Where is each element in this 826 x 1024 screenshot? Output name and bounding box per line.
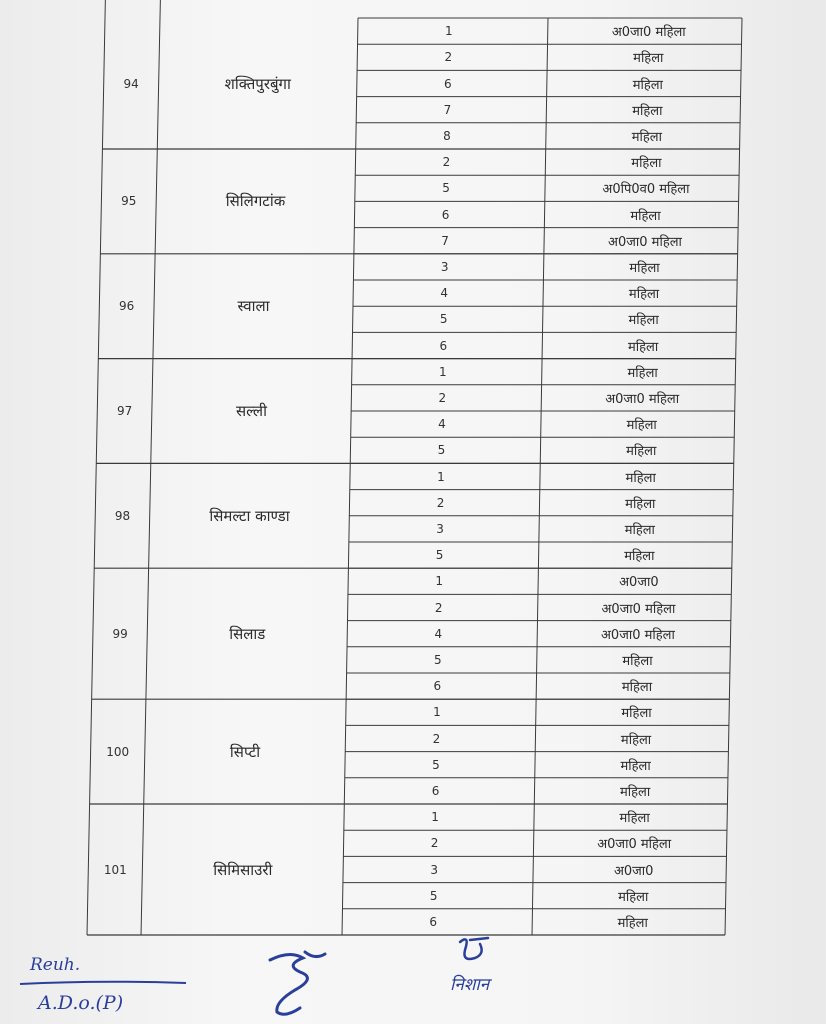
reservation-category: अ0जा0 महिला <box>597 837 672 853</box>
ward-number: 6 <box>433 679 442 694</box>
ward-number: 2 <box>432 731 441 746</box>
reservation-category: महिला <box>628 313 659 329</box>
reservation-category: महिला <box>622 653 653 669</box>
reservation-category: महिला <box>619 784 651 800</box>
column-line <box>141 0 160 935</box>
reservation-category: महिला <box>626 418 657 434</box>
signature-left-line1: Reuh. <box>30 955 81 975</box>
reservation-category: महिला <box>624 522 655 538</box>
village-number: 100 <box>106 744 130 759</box>
ward-number: 1 <box>439 364 447 379</box>
reservation-category: महिला <box>624 549 655 565</box>
ward-number: 5 <box>442 181 450 196</box>
ward-number: 1 <box>444 24 453 39</box>
village-number: 98 <box>114 508 131 523</box>
reservation-category: महिला <box>629 260 660 276</box>
ward-number: 5 <box>433 652 442 667</box>
reservation-category: महिला <box>632 77 663 93</box>
village-name: सिमल्टा काण्डा <box>209 506 290 525</box>
ward-number: 6 <box>431 783 440 798</box>
reservation-category: महिला <box>625 496 656 512</box>
reservation-category: महिला <box>627 339 659 355</box>
village-name: सिमिसाउरी <box>213 860 273 879</box>
reservation-category: अ0जा0 महिला <box>600 627 675 643</box>
village-name: सिलाड <box>229 624 266 643</box>
ward-number: 2 <box>444 50 453 65</box>
ward-number: 5 <box>435 548 444 563</box>
reservation-category: अ0पि0व0 महिला <box>602 182 690 198</box>
ward-number: 6 <box>429 914 438 929</box>
reservation-category: महिला <box>620 758 651 774</box>
reservation-category: महिला <box>620 732 652 748</box>
ward-number: 5 <box>432 757 440 772</box>
ward-number: 2 <box>436 495 445 510</box>
reservation-category: महिला <box>619 811 650 827</box>
ward-number: 1 <box>433 705 441 720</box>
village-number: 96 <box>119 299 135 314</box>
ward-number: 4 <box>440 286 449 301</box>
reservation-category: अ0जा0 <box>619 575 659 591</box>
ward-number: 6 <box>444 76 452 91</box>
reservation-category: महिला <box>631 156 662 172</box>
column-line <box>725 18 742 935</box>
village-name: सिलिगटांक <box>225 192 286 211</box>
ward-number: 2 <box>442 155 451 170</box>
ward-number: 2 <box>438 390 447 405</box>
ward-number: 3 <box>440 259 449 274</box>
reservation-category: महिला <box>627 365 658 381</box>
reservation-category: महिला <box>625 470 656 486</box>
signature-scribble-1 <box>255 940 335 1020</box>
ward-number: 7 <box>443 102 452 117</box>
village-number: 97 <box>116 404 133 418</box>
ward-number: 2 <box>434 600 443 615</box>
signature-scribble-2 <box>450 932 520 972</box>
reservation-category: महिला <box>630 208 661 224</box>
ward-number: 7 <box>441 233 449 248</box>
reservation-category: अ0जा0 महिला <box>605 391 680 407</box>
ward-number: 2 <box>430 836 439 851</box>
village-name: सिप्टी <box>229 742 261 761</box>
village-name: स्वाला <box>237 297 270 316</box>
ward-number: 1 <box>431 810 439 825</box>
village-number: 95 <box>121 194 137 209</box>
ward-number: 5 <box>437 443 446 458</box>
ward-number: 1 <box>435 574 443 589</box>
column-line <box>342 18 358 935</box>
village-number: 94 <box>123 76 139 91</box>
ward-number: 4 <box>438 417 446 432</box>
signature-left-line2: A.D.o.(P) <box>38 992 124 1014</box>
reservation-category: महिला <box>633 51 664 67</box>
signature-caption-right: निशान <box>450 975 490 995</box>
reservation-category: महिला <box>632 103 663 119</box>
reservation-category: महिला <box>621 706 652 722</box>
reservation-category: महिला <box>626 444 657 460</box>
ward-number: 5 <box>439 312 448 327</box>
ward-number: 4 <box>434 626 443 641</box>
ward-number: 1 <box>437 469 445 484</box>
reservation-category: महिला <box>621 680 653 696</box>
column-line <box>87 0 105 935</box>
ward-number: 6 <box>439 338 448 353</box>
ward-number: 8 <box>443 128 451 143</box>
ward-number: 3 <box>436 521 444 536</box>
reservation-category: अ0जा0 महिला <box>608 234 682 250</box>
reservation-category: महिला <box>618 889 649 905</box>
column-line <box>532 18 548 935</box>
village-number: 101 <box>103 862 127 877</box>
village-name: शक्तिपुरबुंगा <box>224 74 291 93</box>
ward-number: 5 <box>429 888 438 903</box>
reservation-category: अ0जा0 महिला <box>601 601 676 617</box>
reservation-category: महिला <box>617 915 648 931</box>
reservation-category: अ0जा0 <box>613 863 654 879</box>
ward-number: 3 <box>430 862 438 877</box>
reservation-category: महिला <box>628 287 660 303</box>
village-number: 99 <box>112 626 128 641</box>
reservation-category: महिला <box>631 129 662 145</box>
signature-underline <box>18 978 188 988</box>
ward-number: 6 <box>441 207 450 222</box>
village-name: सल्ली <box>236 402 267 420</box>
reservation-category: अ0जा0 महिला <box>611 25 686 41</box>
